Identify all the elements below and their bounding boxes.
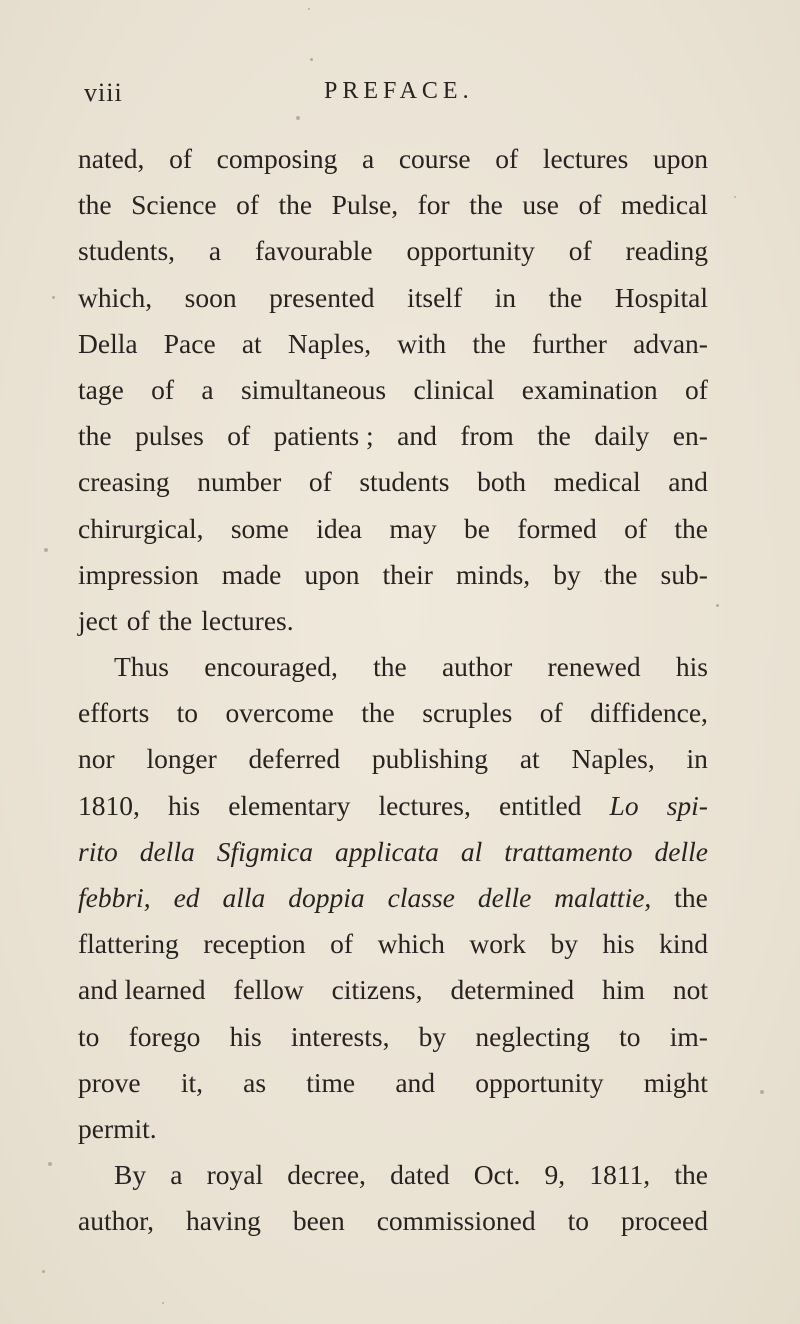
word: the xyxy=(603,558,638,590)
word: fellow xyxy=(233,974,304,1006)
text-line xyxy=(78,1152,708,1198)
word: may xyxy=(389,512,437,544)
text-line xyxy=(78,736,708,782)
word: the xyxy=(373,651,407,683)
text-line xyxy=(78,228,708,274)
word: minds, xyxy=(456,558,531,590)
word: author, xyxy=(78,1205,155,1237)
word: it, xyxy=(180,1066,203,1098)
text-line xyxy=(78,875,708,921)
word: medical xyxy=(553,466,641,498)
word: students xyxy=(359,466,450,498)
word: efforts xyxy=(78,697,150,729)
text-line xyxy=(78,506,708,552)
word: opportunity xyxy=(475,1066,604,1098)
word: his xyxy=(167,789,201,821)
word: sub- xyxy=(660,558,708,590)
paper-fleck xyxy=(296,116,300,120)
word: which, xyxy=(78,281,153,313)
word: tage xyxy=(78,373,124,405)
word: reading xyxy=(625,235,708,267)
word: 1810, xyxy=(78,789,140,821)
word: 1811, xyxy=(589,1159,651,1191)
word: Science xyxy=(131,189,217,221)
word: students, xyxy=(78,235,176,267)
word: the xyxy=(548,281,583,313)
text-line xyxy=(78,829,708,875)
word: patients ; xyxy=(273,420,374,452)
word: composing xyxy=(216,143,338,174)
word: By xyxy=(114,1159,147,1191)
word: itself xyxy=(407,281,463,313)
paper-fleck xyxy=(52,296,55,299)
word: the xyxy=(361,697,395,729)
word: overcome xyxy=(225,697,334,729)
word: doppia xyxy=(288,882,365,913)
page-number: viii xyxy=(84,78,123,107)
word: im- xyxy=(669,1020,708,1052)
word: by xyxy=(550,928,578,960)
word: dated xyxy=(390,1159,450,1191)
word: citizens, xyxy=(331,974,423,1006)
text-line xyxy=(78,321,708,367)
word: prove xyxy=(78,1066,141,1098)
word: rito xyxy=(78,835,118,867)
word: applicata xyxy=(334,835,439,867)
word: of xyxy=(236,189,260,221)
word: malattie, xyxy=(554,882,652,913)
text-line xyxy=(78,690,708,736)
word: course xyxy=(398,143,471,174)
word: proceed xyxy=(620,1205,708,1237)
text-line xyxy=(78,136,708,182)
running-head: PREFACE. xyxy=(324,78,474,104)
word: lectures. xyxy=(201,604,294,636)
word: en- xyxy=(672,420,708,452)
word: Sfigmica xyxy=(216,835,313,867)
word: to xyxy=(619,1020,641,1052)
word: nor xyxy=(78,743,115,775)
word: for xyxy=(417,189,450,221)
word: the xyxy=(158,604,193,636)
word: idea xyxy=(316,512,363,544)
word: commissioned xyxy=(376,1205,536,1237)
word: by xyxy=(553,558,581,590)
paper-fleck xyxy=(162,1302,164,1304)
word: a xyxy=(201,373,214,405)
word: of xyxy=(624,512,647,544)
word: classe xyxy=(387,882,455,913)
word: interests, xyxy=(290,1020,390,1052)
word: al xyxy=(460,835,483,867)
word: the xyxy=(78,189,112,221)
word: might xyxy=(643,1066,708,1098)
word: of xyxy=(126,604,150,636)
text-line xyxy=(78,598,708,644)
word: from xyxy=(460,420,514,452)
word: made xyxy=(221,558,282,590)
word: be xyxy=(464,512,490,544)
word: delle xyxy=(477,882,532,913)
word: of xyxy=(578,189,602,221)
word: decree, xyxy=(287,1159,366,1191)
paper-fleck xyxy=(734,196,736,198)
word: Pace xyxy=(163,327,216,359)
word: of xyxy=(308,466,332,498)
word: examination xyxy=(521,373,658,405)
word: Oct. xyxy=(473,1159,521,1191)
word: Hospital xyxy=(614,281,708,313)
paper-fleck xyxy=(760,1090,764,1094)
word: pulses xyxy=(135,420,204,452)
word: nated, xyxy=(78,143,145,174)
text-line xyxy=(78,1198,708,1244)
word: trattamento xyxy=(504,835,633,867)
word: flattering xyxy=(78,928,179,960)
paper-fleck xyxy=(716,604,719,607)
text-line xyxy=(78,413,708,459)
word: entitled xyxy=(498,789,582,821)
word: which xyxy=(377,928,445,960)
word: in xyxy=(494,281,517,313)
word: Naples, xyxy=(571,743,655,775)
text-line xyxy=(78,1060,708,1106)
paper-fleck xyxy=(308,8,310,10)
body-text xyxy=(78,136,708,1245)
word: creasing xyxy=(78,466,170,498)
word: of xyxy=(151,373,175,405)
word: a xyxy=(361,143,375,174)
word: advan- xyxy=(633,327,708,359)
paper-fleck xyxy=(44,548,48,552)
word: his xyxy=(229,1020,262,1052)
word: kind xyxy=(659,928,708,960)
word: Della xyxy=(78,327,138,359)
word: of xyxy=(495,143,519,174)
word: the xyxy=(674,882,708,913)
word: neglecting xyxy=(475,1020,590,1052)
word: of xyxy=(539,697,563,729)
word: been xyxy=(292,1205,345,1237)
word: the xyxy=(469,189,503,221)
word: of xyxy=(685,373,708,405)
word: of xyxy=(330,928,354,960)
word: as xyxy=(243,1066,267,1098)
word: and xyxy=(668,466,708,498)
word: to xyxy=(176,697,199,729)
word: a xyxy=(170,1159,183,1191)
word: spi- xyxy=(666,789,708,821)
word: clinical xyxy=(413,373,495,405)
text-line xyxy=(78,1014,708,1060)
text-line xyxy=(78,552,708,598)
word: the xyxy=(674,512,708,544)
word: some xyxy=(230,512,289,544)
word: publishing xyxy=(371,743,489,775)
word: royal xyxy=(206,1159,264,1191)
word: and learned xyxy=(78,974,206,1006)
word: by xyxy=(418,1020,447,1052)
word: the xyxy=(278,189,313,221)
word: number xyxy=(197,466,282,498)
word: of xyxy=(169,143,192,174)
word: a xyxy=(208,235,222,267)
word: lectures, xyxy=(378,789,471,821)
word: febbri, xyxy=(78,882,151,913)
word: upon xyxy=(652,143,708,174)
word: ject xyxy=(78,604,118,636)
word: to xyxy=(78,1020,100,1052)
word: and xyxy=(395,1066,436,1098)
word: not xyxy=(672,974,708,1006)
text-line xyxy=(78,1106,708,1152)
word: at xyxy=(519,743,540,775)
paper-fleck xyxy=(310,58,313,61)
word: simultaneous xyxy=(240,373,387,405)
word: renewed xyxy=(547,651,641,683)
word: the xyxy=(537,420,571,452)
text-line xyxy=(78,644,708,690)
word: determined xyxy=(450,974,575,1006)
word: in xyxy=(686,743,708,775)
word: his xyxy=(602,928,635,960)
word: chirurgical, xyxy=(78,512,204,544)
word: forego xyxy=(128,1020,201,1052)
word: daily xyxy=(594,420,650,452)
word: with xyxy=(397,327,447,359)
word: elementary xyxy=(228,789,351,821)
word: use xyxy=(522,189,559,221)
word: ed xyxy=(173,882,200,913)
paper-fleck xyxy=(600,580,602,582)
word: longer xyxy=(146,743,217,775)
word: their xyxy=(382,558,433,590)
word: medical xyxy=(620,189,708,221)
word: reception xyxy=(203,928,306,960)
word: upon xyxy=(304,558,360,590)
word: further xyxy=(532,327,607,359)
word: him xyxy=(602,974,645,1006)
text-line xyxy=(78,182,708,228)
word: to xyxy=(567,1205,589,1237)
word: delle xyxy=(654,835,708,867)
word: his xyxy=(675,651,708,683)
word: the xyxy=(472,327,506,359)
word: the xyxy=(78,420,112,452)
word: Thus xyxy=(114,651,169,683)
paper-fleck xyxy=(42,1270,45,1273)
word: permit. xyxy=(78,1112,157,1144)
text-line xyxy=(78,275,708,321)
word: formed xyxy=(517,512,597,544)
word: both xyxy=(477,466,526,498)
word: the xyxy=(674,1159,708,1191)
paper-fleck xyxy=(48,1162,52,1166)
word: at xyxy=(241,327,262,359)
word: Pulse, xyxy=(331,189,399,221)
word: impression xyxy=(78,558,199,590)
word: work xyxy=(469,928,526,960)
word: of xyxy=(568,235,592,267)
word: of xyxy=(227,420,251,452)
word: 9, xyxy=(544,1159,566,1191)
word: Lo xyxy=(609,789,639,821)
word: time xyxy=(306,1066,356,1098)
word: having xyxy=(186,1205,261,1237)
word: presented xyxy=(269,281,375,313)
text-line xyxy=(78,967,708,1013)
word: Naples, xyxy=(287,327,372,359)
word: lectures xyxy=(542,143,629,174)
text-line xyxy=(78,783,708,829)
text-line xyxy=(78,921,708,967)
word: deferred xyxy=(248,743,341,775)
word: and xyxy=(397,420,437,452)
text-line xyxy=(78,367,708,413)
word: diffidence, xyxy=(590,697,708,729)
word: favourable xyxy=(255,235,373,267)
word: scruples xyxy=(422,697,513,729)
word: opportunity xyxy=(406,235,535,267)
page-header xyxy=(84,78,724,108)
text-line xyxy=(78,459,708,505)
word: della xyxy=(139,835,195,867)
word: encouraged, xyxy=(204,651,338,683)
word: soon xyxy=(184,281,237,313)
word: alla xyxy=(222,882,266,913)
word: author xyxy=(441,651,513,683)
